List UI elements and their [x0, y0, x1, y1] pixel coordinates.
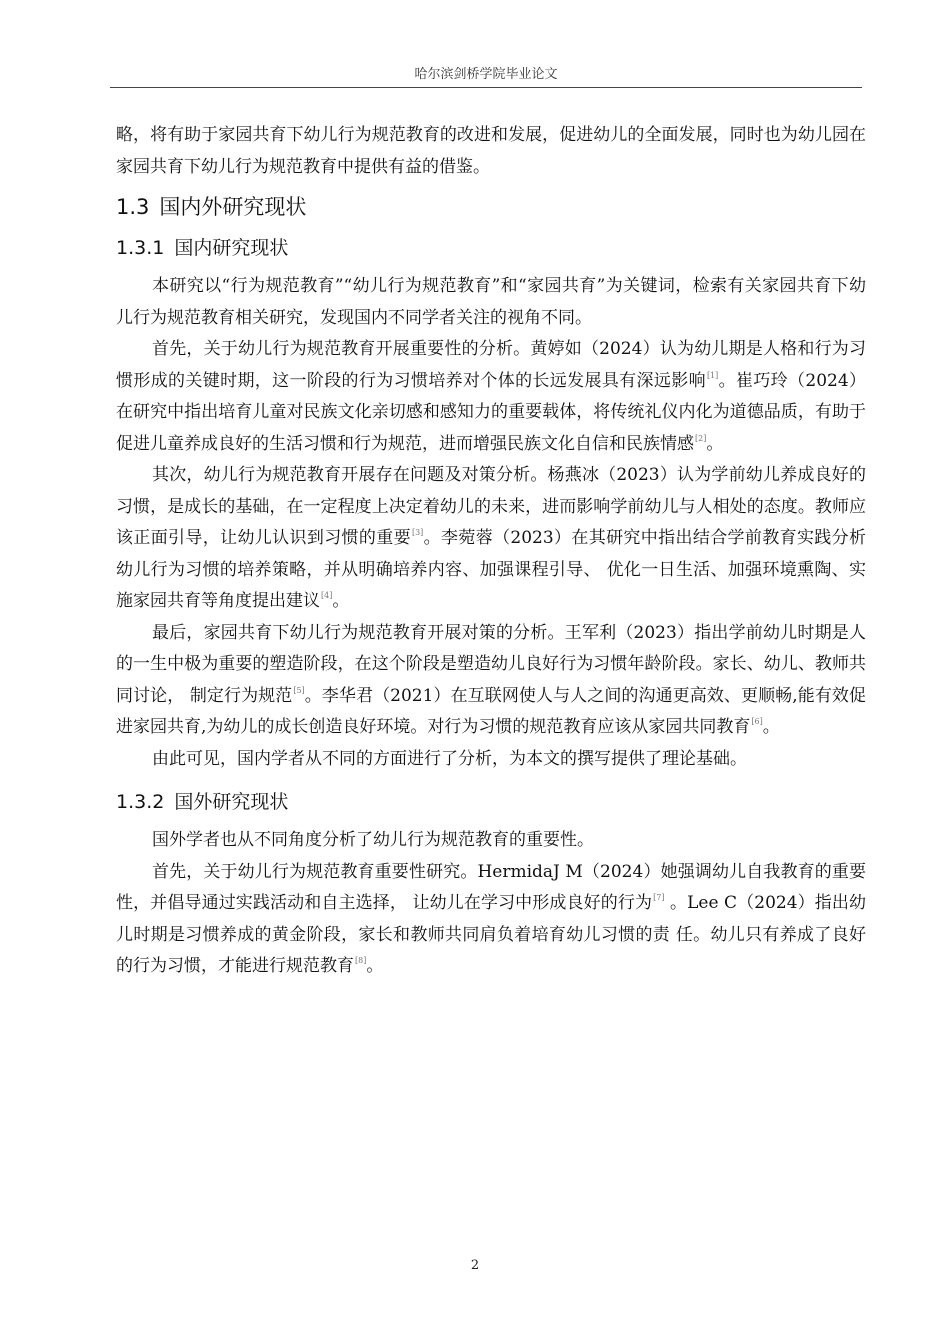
intro-paragraph: 略，将有助于家园共育下幼儿行为规范教育的改进和发展，促进幼儿的全面发展，同时也为幼儿园在家园共育下幼儿行为规范教育中提供有益的借鉴。: [116, 125, 866, 177]
subsection-number: 1.3.2: [116, 791, 165, 813]
section-number: 1.3: [116, 195, 150, 219]
citation-ref[interactable]: [8]: [355, 956, 367, 965]
paragraph: [116, 857, 866, 983]
section-heading-1-3-1: [116, 231, 866, 265]
paragraph-text: 。李菀蓉（2023）在其研究中指出结合学前教育实践分析幼儿行为习惯的培养策略，并从明确培养内容、加强课程引导、 优化一日生活、加强环境熏陶、实施家园共育等角度提出建议: [116, 528, 866, 611]
paragraph: [116, 618, 866, 744]
header-rule: [110, 87, 862, 88]
paragraph: 由此可见，国内学者从不同的方面进行了分析，为本文的撰写提供了理论基础。: [152, 748, 747, 769]
paragraph-text: 首先，关于幼儿行为规范教育开展重要性的分析。黄婷如（2024）认为幼儿期是人格和行为习惯形成的关键时期，这一阶段的行为习惯培养对个体的长远发展具有深远影响: [116, 339, 866, 391]
subsection-title: 国内研究现状: [174, 237, 289, 259]
paragraph-text: 其次，幼儿行为规范教育开展存在问题及对策分析。杨燕冰（2023）认为学前幼儿养成良好的习惯，是成长的基础，在一定程度上决定着幼儿的未来，进而影响学前幼儿与人相处的态度。教师应该正面引导，让幼儿认识到习惯的重要: [116, 465, 866, 548]
paragraph-text: 。李华君（2021）在互联网使人与人之间的沟通更高效、更顺畅,能有效促进家园共育,为幼儿的成长创造良好环境。对行为习惯的规范教育应该从家园共同教育: [116, 685, 867, 737]
paragraph: [116, 334, 866, 460]
running-header: 哈尔滨剑桥学院毕业论文: [414, 67, 558, 82]
paragraph-text: 最后，家园共育下幼儿行为规范教育开展对策的分析。王军利（2023）指出学前幼儿时期是人的一生中极为重要的塑造阶段，在这个阶段是塑造幼儿良好行为习惯年龄阶段。家长、幼儿、教师共同讨论， 制定行为规范: [116, 622, 866, 706]
citation-ref[interactable]: [6]: [751, 717, 763, 726]
citation-ref[interactable]: [1]: [706, 370, 719, 380]
paragraph-text: 。: [366, 956, 384, 976]
citation-ref[interactable]: [7]: [653, 893, 665, 902]
paragraph-text: 。崔巧玲（2024）在研究中指出培育儿童对民族文化亲切感和感知力的重要载体，将传统礼仪内化为道德品质，有助于促进儿童养成良好的生活习惯和行为规范，进而增强民族文化自信和民族情感: [116, 370, 867, 454]
paragraph: 本研究以“行为规范教育”“幼儿行为规范教育”和“家园共育”为关键词，检索有关家园共育下幼儿行为规范教育相关研究，发现国内不同学者关注的视角不同。: [116, 276, 866, 328]
paragraph: [116, 460, 866, 618]
citation-ref[interactable]: [4]: [321, 591, 333, 600]
paragraph-text: 。: [706, 433, 724, 454]
subsection-number: 1.3.1: [116, 237, 165, 259]
subsection-title: 国外研究现状: [174, 791, 289, 813]
citation-ref[interactable]: [5]: [293, 685, 305, 695]
section-title: 国内外研究现状: [159, 195, 307, 219]
paragraph: 国外学者也从不同角度分析了幼儿行为规范教育的重要性。: [152, 830, 594, 850]
paragraph-text: 。: [332, 591, 350, 611]
paragraph-text: 。: [762, 717, 780, 737]
citation-ref[interactable]: [3]: [411, 528, 424, 537]
paragraph-text: 。Lee C（2024）指出幼儿时期是习惯养成的黄金阶段，家长和教师共同肩负着培育幼儿习惯的责 任。幼儿只有养成了良好的行为习惯，才能进行规范教育: [116, 893, 866, 976]
section-heading-1-3: [116, 189, 866, 225]
citation-ref[interactable]: [2]: [695, 433, 707, 443]
page-body: [116, 120, 866, 983]
page-number: 2: [470, 1258, 480, 1273]
section-heading-1-3-2: [116, 785, 866, 819]
paragraph-text: 首先，关于幼儿行为规范教育重要性研究。HermidaJ M（2024）她强调幼儿自我教育的重要性，并倡导通过实践活动和自主选择， 让幼儿在学习中形成良好的行为: [116, 861, 866, 913]
